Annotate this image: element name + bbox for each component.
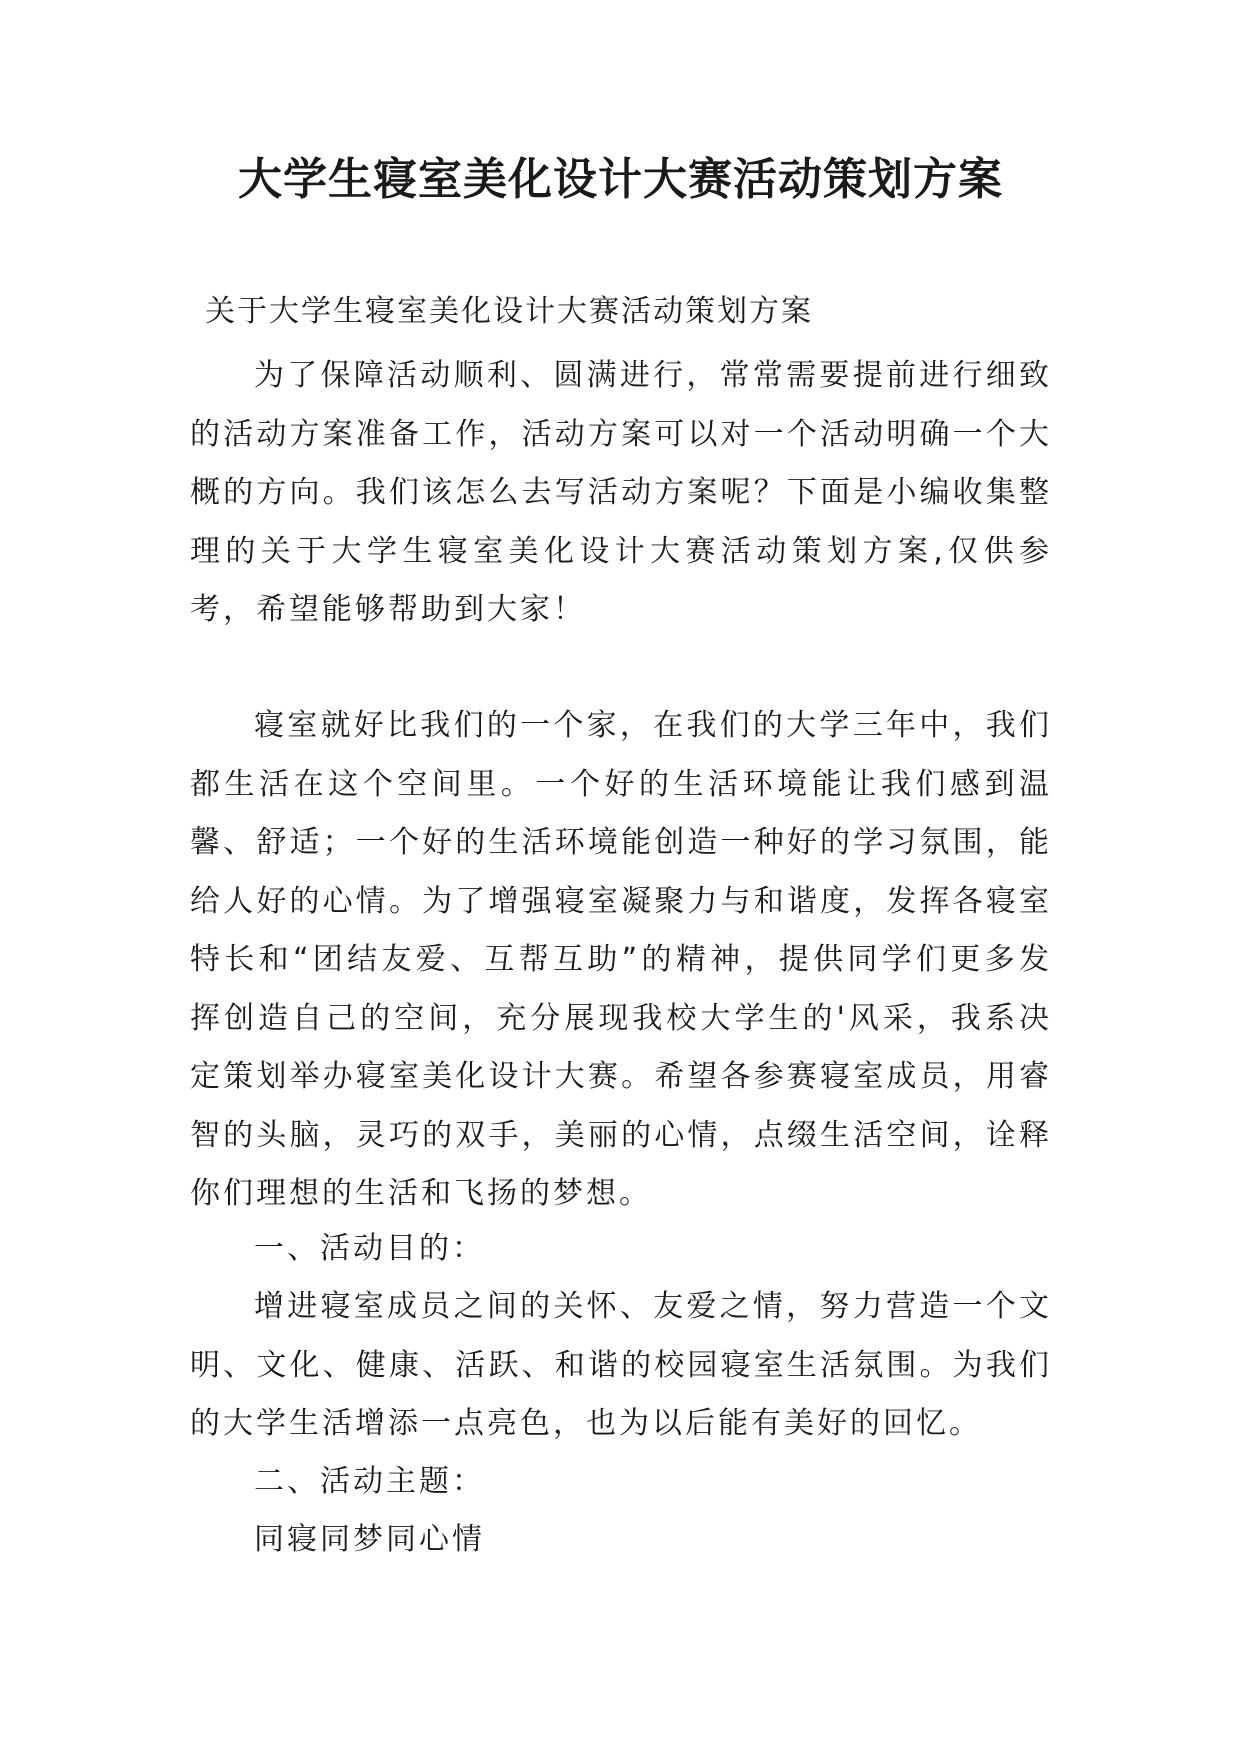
document-subtitle: 关于大学生寝室美化设计大赛活动策划方案 [205,294,813,329]
section2-body: 同寝同梦同心情 [254,1522,485,1557]
section1-heading: 一、活动目的： [254,1231,485,1266]
document-title: 大学生寝室美化设计大赛活动策划方案 [238,154,1003,205]
section2-heading: 二、活动主题： [254,1464,485,1499]
section1-body: 增进寝室成员之间的关怀、友爱之情，努力营造一个文明、文化、健康、活跃、和谐的校园寝室生活氛围。为我们的大学生活增添一点亮色，也为以后能有美好的回忆。 [190,1289,1052,1441]
background-paragraph: 寝室就好比我们的一个家，在我们的大学三年中，我们都生活在这个空间里。一个好的生活环境能让我们感到温馨、舒适；一个好的生活环境能创造一种好的学习氛围，能给人好的心情。为了增强寝室凝聚力与和谐度，发挥各寝室特长和“团结友爱、互帮互助”的精神，提供同学们更多发挥创造自己的空间，充分展现我校大学生的'风采，我系决定策划举办寝室美化设计大赛。希望各参赛寝室成员，用睿智的头脑，灵巧的双手，美丽的心情，点缀生活空间，诠释你们理想的生活和飞扬的梦想。 [190,708,1052,1211]
intro-paragraph: 为了保障活动顺利、圆满进行，常常需要提前进行细致的活动方案准备工作，活动方案可以对一个活动明确一个大概的方向。我们该怎么去写活动方案呢？下面是小编收集整理的关于大学生寝室美化设计大赛活动策划方案,仅供参考，希望能够帮助到大家！ [190,358,1052,627]
